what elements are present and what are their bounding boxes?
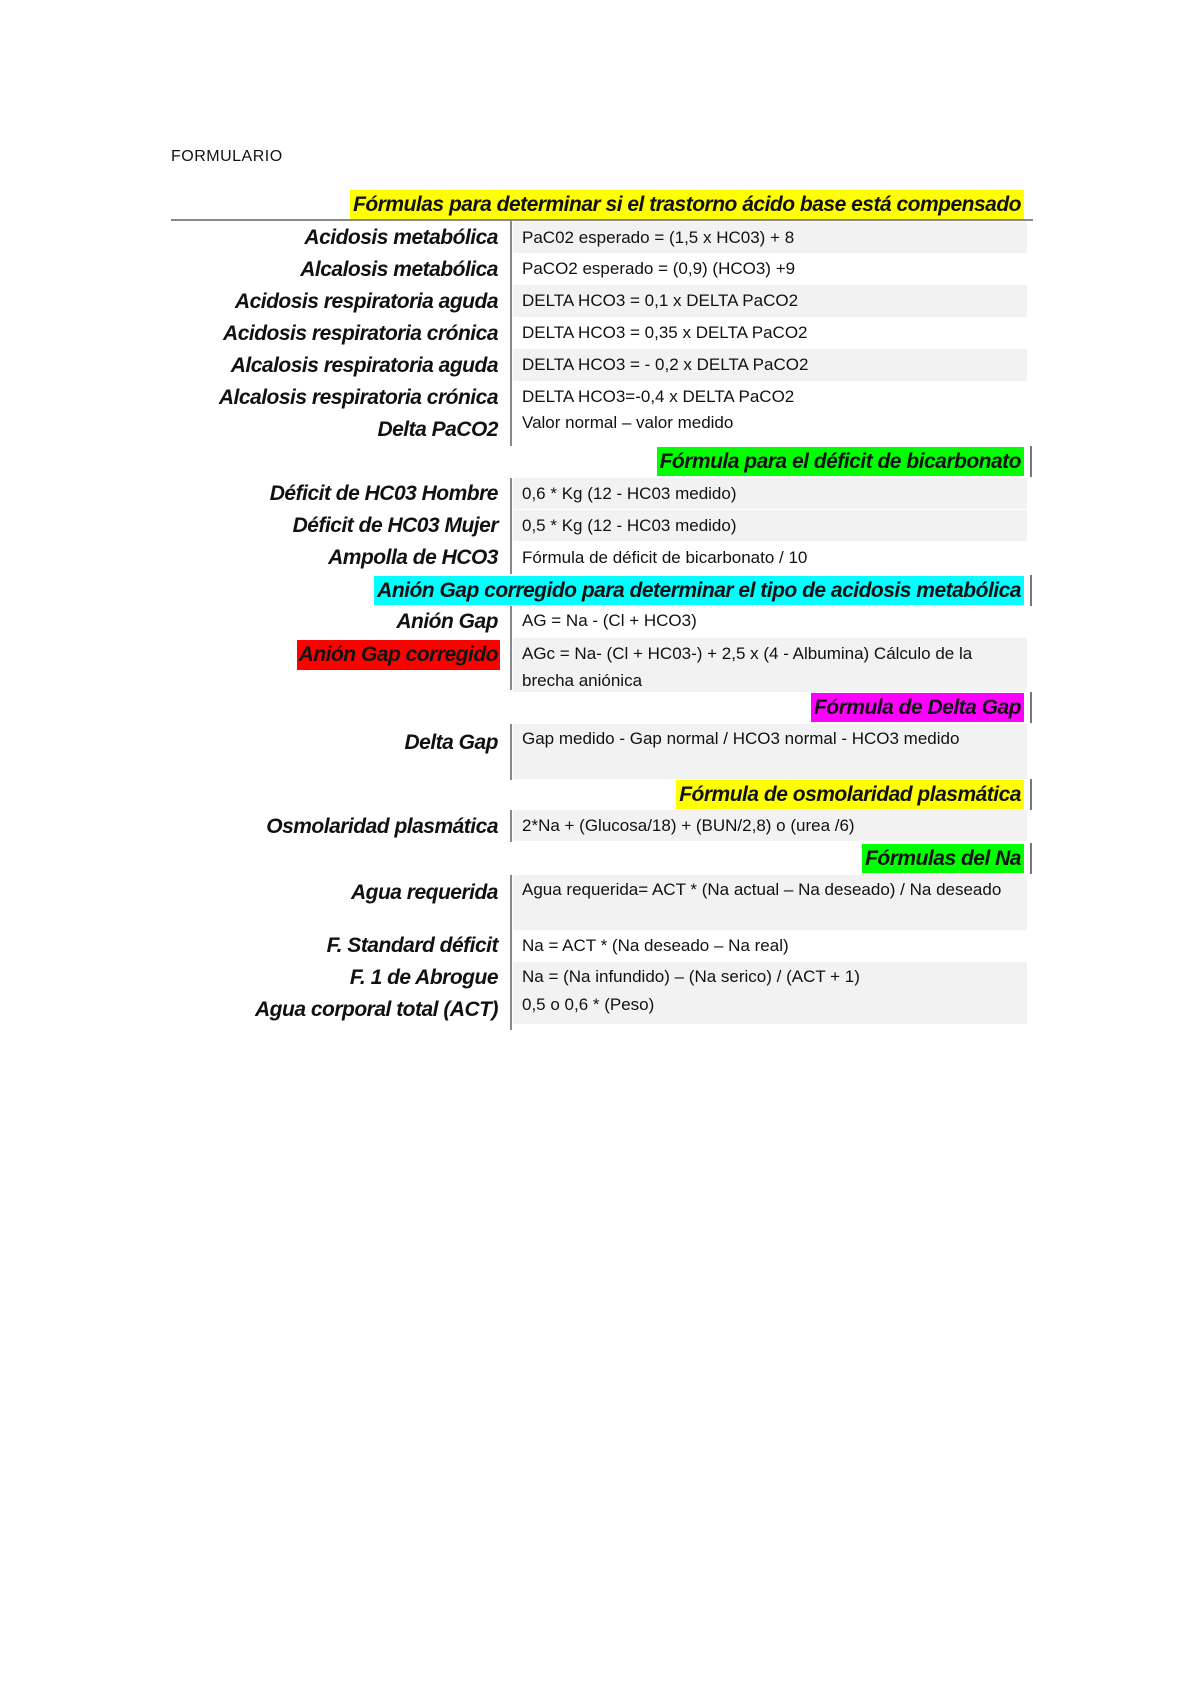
row-label: Delta PaCO2 [377, 418, 498, 441]
section-header-anion-gap: Anión Gap corregido para determinar el tipo de acidosis metabólica [374, 576, 1024, 605]
section-header-osmolarity: Fórmula de osmolaridad plasmática [676, 780, 1024, 809]
row-value: 0,6 * Kg (12 - HC03 medido) [513, 478, 1027, 509]
row-label: Alcalosis respiratoria aguda [230, 354, 498, 377]
column-divider [510, 875, 512, 1030]
row-value: Agua requerida= ACT * (Na actual – Na deseado) / Na deseado [513, 875, 1027, 930]
row-value: DELTA HCO3 = 0,1 x DELTA PaCO2 [513, 285, 1027, 317]
document-title: FORMULARIO [171, 148, 283, 165]
section-header-sodium: Fórmulas del Na [862, 844, 1024, 873]
row-value: DELTA HCO3=-0,4 x DELTA PaCO2 [522, 387, 795, 406]
header-divider [1030, 779, 1032, 810]
header-rule [171, 219, 1033, 221]
row-value: PaCO2 esperado = (0,9) (HCO3) +9 [522, 259, 796, 278]
column-divider [510, 221, 512, 446]
row-label: Acidosis metabólica [304, 226, 498, 249]
row-value: 0,5 * Kg (12 - HC03 medido) [513, 510, 1027, 541]
row-value: DELTA HCO3 = 0,35 x DELTA PaCO2 [522, 323, 808, 342]
header-divider [1030, 843, 1032, 874]
row-label: F. 1 de Abrogue [349, 966, 498, 989]
row-label: Alcalosis respiratoria crónica [218, 386, 498, 409]
row-label: Déficit de HC03 Mujer [292, 514, 498, 537]
row-value: Na = ACT * (Na deseado – Na real) [522, 936, 789, 955]
row-value: Na = (Na infundido) – (Na serico) / (ACT + 1) [513, 962, 1027, 992]
column-divider [510, 724, 512, 780]
row-value: DELTA HCO3 = - 0,2 x DELTA PaCO2 [513, 349, 1027, 381]
row-label: Acidosis respiratoria crónica [223, 322, 498, 345]
row-label: Osmolaridad plasmática [266, 815, 498, 838]
header-divider [1030, 575, 1032, 606]
row-label-highlighted: Anión Gap corregido [297, 640, 500, 670]
header-divider [1030, 692, 1032, 723]
section-header-bicarbonate: Fórmula para el déficit de bicarbonato [657, 447, 1024, 476]
row-label: Alcalosis metabólica [300, 258, 498, 281]
row-label: Déficit de HC03 Hombre [269, 482, 498, 505]
row-value: PaC02 esperado = (1,5 x HC03) + 8 [513, 222, 1027, 253]
row-label: Delta Gap [404, 731, 498, 754]
row-label: Ampolla de HCO3 [328, 546, 498, 569]
header-divider [1030, 446, 1032, 477]
column-divider [510, 606, 512, 690]
row-value: AG = Na - (Cl + HCO3) [522, 611, 697, 630]
section-header-delta-gap: Fórmula de Delta Gap [811, 693, 1024, 722]
row-label: F. Standard déficit [326, 934, 498, 957]
row-value: Gap medido - Gap normal / HCO3 normal - HCO3 medido [513, 724, 1027, 779]
row-value: 0,5 o 0,6 * (Peso) [513, 992, 1027, 1024]
section-header-compensation: Fórmulas para determinar si el trastorno ácido base está compensado [350, 190, 1024, 219]
row-label: Agua corporal total (ACT) [255, 998, 498, 1021]
row-label: Acidosis respiratoria aguda [234, 290, 498, 313]
row-value: Valor normal – valor medido [522, 413, 734, 432]
column-divider [510, 810, 512, 842]
row-value: Fórmula de déficit de bicarbonato / 10 [522, 548, 808, 567]
row-value: 2*Na + (Glucosa/18) + (BUN/2,8) o (urea /6) [513, 810, 1027, 841]
row-label: Agua requerida [350, 881, 498, 904]
row-value: AGc = Na- (Cl + HC03-) + 2,5 x (4 - Albumina) Cálculo de la brecha aniónica [513, 638, 1027, 692]
column-divider [510, 478, 512, 574]
row-label: Anión Gap [396, 610, 498, 633]
